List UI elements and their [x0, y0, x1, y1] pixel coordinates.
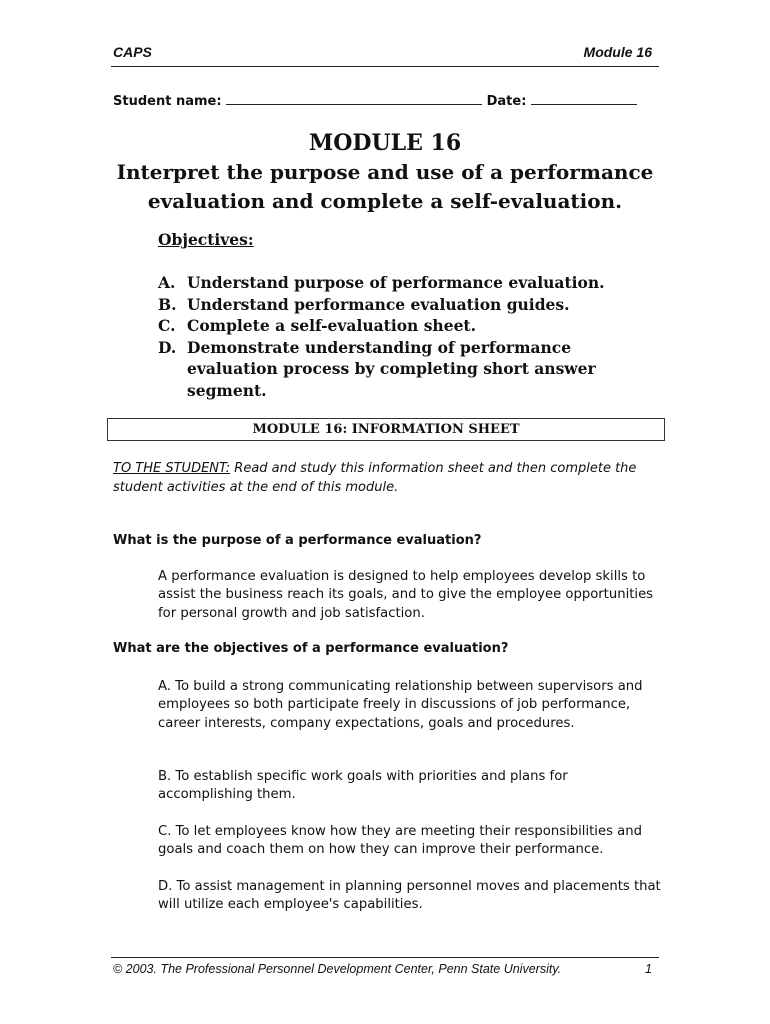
- header-rule: [111, 66, 659, 67]
- objective-letter: D.: [158, 337, 177, 357]
- objective-item: [158, 294, 618, 316]
- information-sheet-banner: MODULE 16: INFORMATION SHEET: [107, 418, 665, 441]
- objective-item: [158, 337, 618, 402]
- objective-paragraph-a: A. To build a strong communicating relationship between supervisors and employees so both participate freely in discussions of job performance, career interests, company expectations, goals and procedures.: [158, 679, 643, 731]
- objective-letter: A.: [158, 273, 176, 292]
- objective-letter: B.: [158, 294, 177, 314]
- objectives-list: [158, 272, 618, 401]
- objective-text: Complete a self-evaluation sheet.: [187, 316, 476, 335]
- date-label: Date:: [486, 94, 527, 109]
- footer-copyright: © 2003. The Professional Personnel Development Center, Penn State University.: [113, 962, 562, 976]
- objective-text: Understand purpose of performance evaluation.: [187, 273, 605, 292]
- module-subtitle-line-2: evaluation and complete a self-evaluation.: [147, 189, 623, 213]
- objective-item: [158, 315, 618, 337]
- objective-text: Demonstrate understanding of performance evaluation process by completing short answer segment.: [187, 337, 596, 400]
- date-blank[interactable]: [531, 92, 637, 105]
- student-name-label: Student name:: [113, 94, 222, 109]
- purpose-question: What is the purpose of a performance evaluation?: [113, 533, 482, 548]
- objective-paragraph-c: C. To let employees know how they are meeting their responsibilities and goals and coach them on how they can improve their performance.: [158, 824, 642, 858]
- module-subtitle: [0, 158, 770, 216]
- objectives-heading: Objectives:: [158, 230, 254, 249]
- footer-rule: [111, 957, 659, 958]
- objective-paragraph-d: D. To assist management in planning personnel moves and placements that will utilize each employee's capabilities.: [158, 879, 661, 913]
- objective-item: [158, 272, 618, 294]
- header-right: Module 16: [583, 44, 652, 60]
- module-subtitle-line-1: Interpret the purpose and use of a performance: [116, 160, 654, 184]
- header-left: CAPS: [113, 44, 152, 60]
- objective-letter: C.: [158, 316, 176, 335]
- to-student-text: Read and study this information sheet and then complete the student activities at the end of this module.: [113, 461, 637, 495]
- objective-text: Understand performance evaluation guides.: [187, 294, 570, 314]
- purpose-answer: A performance evaluation is designed to help employees develop skills to assist the business reach its goals, and to give the employee opportunities for personal growth and job satisfaction.: [158, 569, 654, 621]
- to-student-label: TO THE STUDENT:: [113, 461, 231, 476]
- objective-paragraph-b: B. To establish specific work goals with priorities and plans for accomplishing them.: [158, 769, 568, 803]
- module-title: MODULE 16: [308, 130, 462, 156]
- to-student-note: [113, 459, 658, 497]
- student-name-blank[interactable]: [226, 92, 482, 105]
- student-info-row: [113, 92, 637, 109]
- page-number: 1: [645, 962, 652, 976]
- objectives-question: What are the objectives of a performance evaluation?: [113, 641, 509, 656]
